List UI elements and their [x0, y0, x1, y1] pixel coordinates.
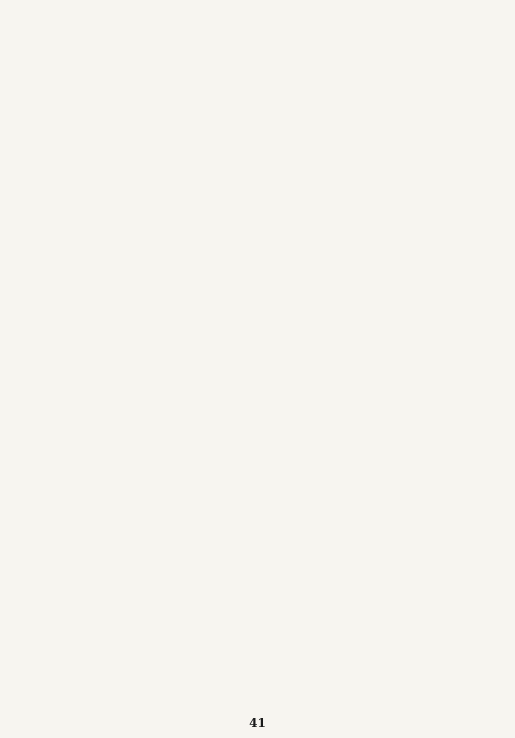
page-number: 41 — [249, 716, 266, 730]
section-heading — [171, 470, 195, 610]
body-text-upper — [63, 14, 493, 376]
body-text-lower — [23, 388, 493, 710]
running-head — [5, 6, 45, 366]
